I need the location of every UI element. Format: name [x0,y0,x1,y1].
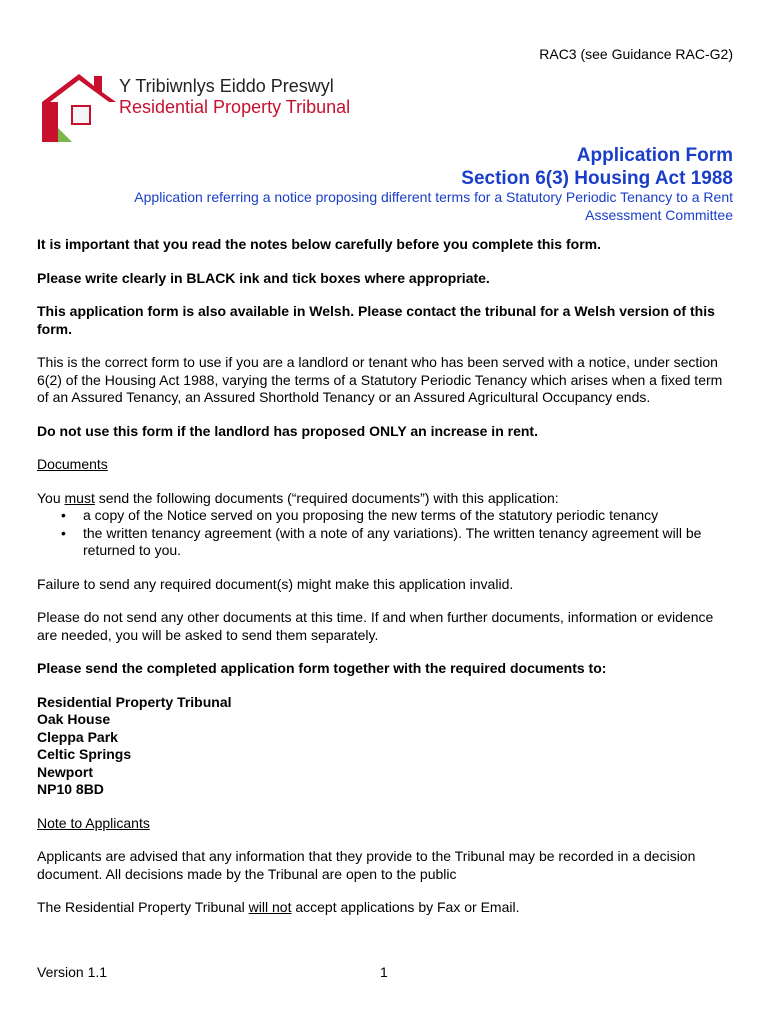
form-subtitle: Application referring a notice proposing different terms for a Statutory Periodic Tenancy to a Rent Assessment Committee [134,189,733,223]
address-line: NP10 8BD [37,781,104,797]
footer-version: Version 1.1 [37,964,108,980]
recorded-paragraph: Applicants are advised that any information that they provide to the Tribunal may be recorded in a decision document. All decisions made by the Tribunal are open to the public [37,848,696,882]
fax-email-paragraph: The Residential Property Tribunal will not accept applications by Fax or Email. [37,899,520,915]
documents-intro: You must send the following documents (“required documents”) with this application: [37,489,559,506]
tribunal-logo [42,72,372,146]
no-other-documents-paragraph: Please do not send any other documents at this time. If and when further documents, information or evidence are needed, you will be asked to send them separately. [37,609,714,643]
address-line: Celtic Springs [37,746,132,762]
tribunal-address [37,694,737,799]
title-block [461,144,733,190]
list-item: • the written tenancy agreement (with a note of any variations). The written tenancy agreement will be returned to you. [37,525,737,560]
required-documents-list [37,507,737,560]
address-line: Residential Property Tribunal [37,693,232,710]
documents-heading: Documents [37,456,108,472]
do-not-use-notice: Do not use this form if the landlord has proposed ONLY an increase in rent. [37,422,538,439]
read-notes-notice: It is important that you read the notes below carefully before you complete this form. [37,236,601,252]
form-reference: RAC3 (see Guidance RAC-G2) [539,46,733,62]
failure-paragraph: Failure to send any required document(s) might make this application invalid. [37,575,514,592]
welsh-version-notice: This application form is also available in Welsh. Please contact the tribunal for a Welsh version of this form. [37,303,715,337]
write-clearly-notice: Please write clearly in BLACK ink and tick boxes where appropriate. [37,269,490,286]
form-instructions [37,236,737,933]
must-emphasis: must [64,489,95,506]
send-to-paragraph: Please send the completed application form together with the required documents to: [37,660,607,676]
address-line: Oak House [37,711,111,727]
logo-welsh-name: Y Tribiwnlys Eiddo Preswyl [119,76,334,96]
address-line: Cleppa Park [37,728,118,745]
form-title: Application Form [576,145,733,166]
logo-english-name: Residential Property Tribunal [119,97,351,117]
house-logo-icon [42,72,116,146]
address-line: Newport [37,763,93,780]
note-heading: Note to Applicants [37,814,150,831]
will-not-emphasis: will not [248,899,292,915]
list-item: • a copy of the Notice served on you proposing the new terms of the statutory periodic tenancy [37,507,737,525]
page-number: 1 [380,964,388,980]
form-section-title: Section 6(3) Housing Act 1988 [461,168,733,189]
correct-form-paragraph: This is the correct form to use if you are a landlord or tenant who has been served with a notice, under section 6(2) of the Housing Act 1988, varying the terms of a Statutory Periodic Tenancy which arises when a fixed term of an Assured Tenancy, an Assured Shorthold Tenancy or an Assured Agricultural Occupancy ends. [37,354,723,405]
